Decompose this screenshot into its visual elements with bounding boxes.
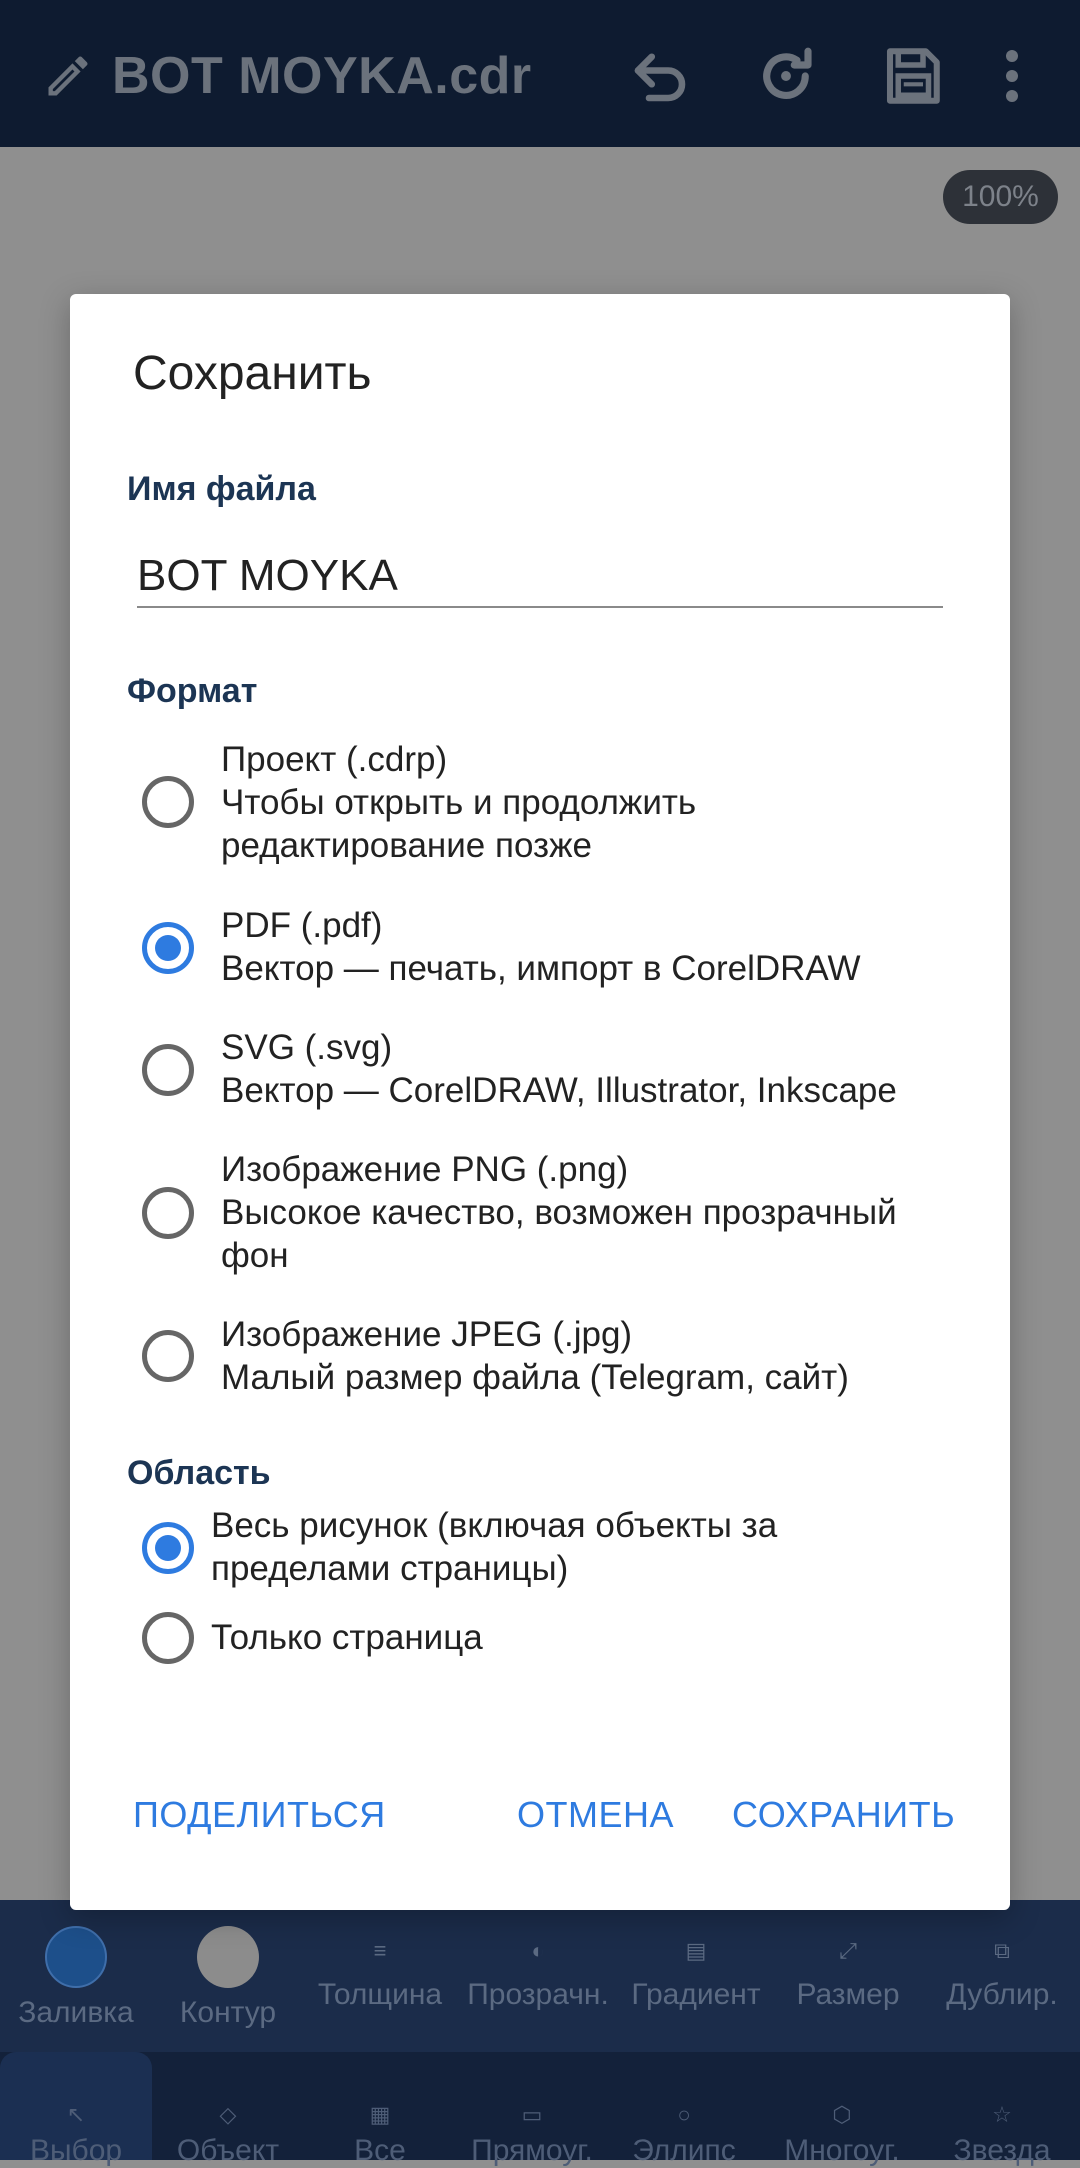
format-name: PDF (.pdf) [221,906,383,945]
save-toolbar-button[interactable] [872,36,952,116]
app-bar [0,0,1080,147]
tool-select[interactable]: ↖ Выбор [0,2052,152,2160]
radio-button[interactable] [142,1044,194,1096]
radio-button[interactable] [142,1612,194,1664]
save-dialog [70,294,1010,1910]
format-name: Изображение JPEG (.jpg) [221,1315,633,1354]
radio-button[interactable] [142,1187,194,1239]
resize-icon: ⤢ [839,1938,857,1963]
area-label: Область [127,1454,271,1492]
tool-duplicate[interactable]: ⧉ Дублир. [946,1938,1058,2011]
save-icon [879,43,945,109]
tool-gradient[interactable]: ▤ Градиент [631,1938,761,2011]
grid-icon: ▦ [369,2102,391,2127]
format-description: Чтобы открыть и продолжить редактирование позже [221,783,697,865]
area-option-label: Весь рисунок (включая объекты за пределами страницы) [211,1506,778,1588]
undo-button[interactable] [620,36,700,116]
tool-all[interactable]: ▦ Все [354,2102,406,2167]
redo-icon [753,43,819,109]
star-icon: ☆ [992,2102,1012,2127]
lines-icon: ≡ [373,1938,387,1963]
stroke-swatch-icon [197,1926,259,1988]
radio-button[interactable] [142,1330,194,1382]
tool-stroke[interactable]: Контур [152,1900,304,2052]
format-description: Высокое качество, возможен прозрачный фон [221,1193,897,1275]
pencil-icon[interactable] [42,50,94,102]
tool-rectangle[interactable]: ▭ Прямоуг. [471,2102,593,2167]
tool-fill[interactable]: Заливка [0,1900,152,2052]
tool-ellipse[interactable]: ○ Эллипс [632,2102,736,2167]
format-label: Формат [127,672,258,710]
filename-input[interactable] [137,546,943,608]
tool-toolbar [0,2052,1080,2167]
format-name: SVG (.svg) [221,1028,393,1067]
area-option-label: Только страница [211,1618,483,1657]
format-description: Вектор — печать, импорт в CorelDRAW [221,949,861,988]
radio-button-checked[interactable] [142,922,194,974]
undo-icon [627,43,693,109]
tool-size[interactable]: ⤢ Размер [796,1938,900,2011]
tool-object[interactable]: ◇ Объект [176,2102,280,2167]
gradient-icon: ▤ [685,1938,707,1963]
property-toolbar [0,1900,1080,2052]
radio-button-checked[interactable] [142,1522,194,1574]
more-menu-button[interactable] [982,36,1042,116]
document-title[interactable]: BOT MOYKA.cdr [112,47,532,105]
more-vert-icon [1002,46,1022,106]
zoom-badge[interactable]: 100% [943,170,1058,224]
title-area [42,40,532,112]
half-circle-icon: ◐ [531,1938,545,1963]
ellipse-icon: ○ [677,2102,691,2127]
tool-star[interactable]: ☆ Звезда [953,2102,1051,2167]
share-button[interactable]: ПОДЕЛИТЬСЯ [133,1794,386,1835]
fill-swatch-icon [45,1926,107,1988]
duplicate-icon: ⧉ [994,1938,1010,1963]
filename-label: Имя файла [127,470,316,508]
save-button[interactable]: СОХРАНИТЬ [732,1794,956,1835]
radio-button[interactable] [142,776,194,828]
cancel-button[interactable]: ОТМЕНА [517,1794,675,1835]
tool-transparency[interactable]: ◐ Прозрачн. [467,1938,609,2011]
dialog-title: Сохранить [133,347,372,400]
rectangle-icon: ▭ [521,2102,543,2127]
format-name: Проект (.cdrp) [221,740,448,779]
format-name: Изображение PNG (.png) [221,1150,629,1189]
cursor-icon: ↖ [66,2102,86,2127]
redo-button[interactable] [746,36,826,116]
format-description: Малый размер файла (Telegram, сайт) [221,1358,849,1397]
hexagon-icon: ⬡ [832,2102,852,2127]
tool-thickness[interactable]: ≡ Толщина [317,1938,443,2011]
tool-polygon[interactable]: ⬡ Многоуг. [784,2102,900,2167]
diamond-icon: ◇ [219,2102,237,2127]
format-description: Вектор — CorelDRAW, Illustrator, Inkscape [221,1071,897,1110]
